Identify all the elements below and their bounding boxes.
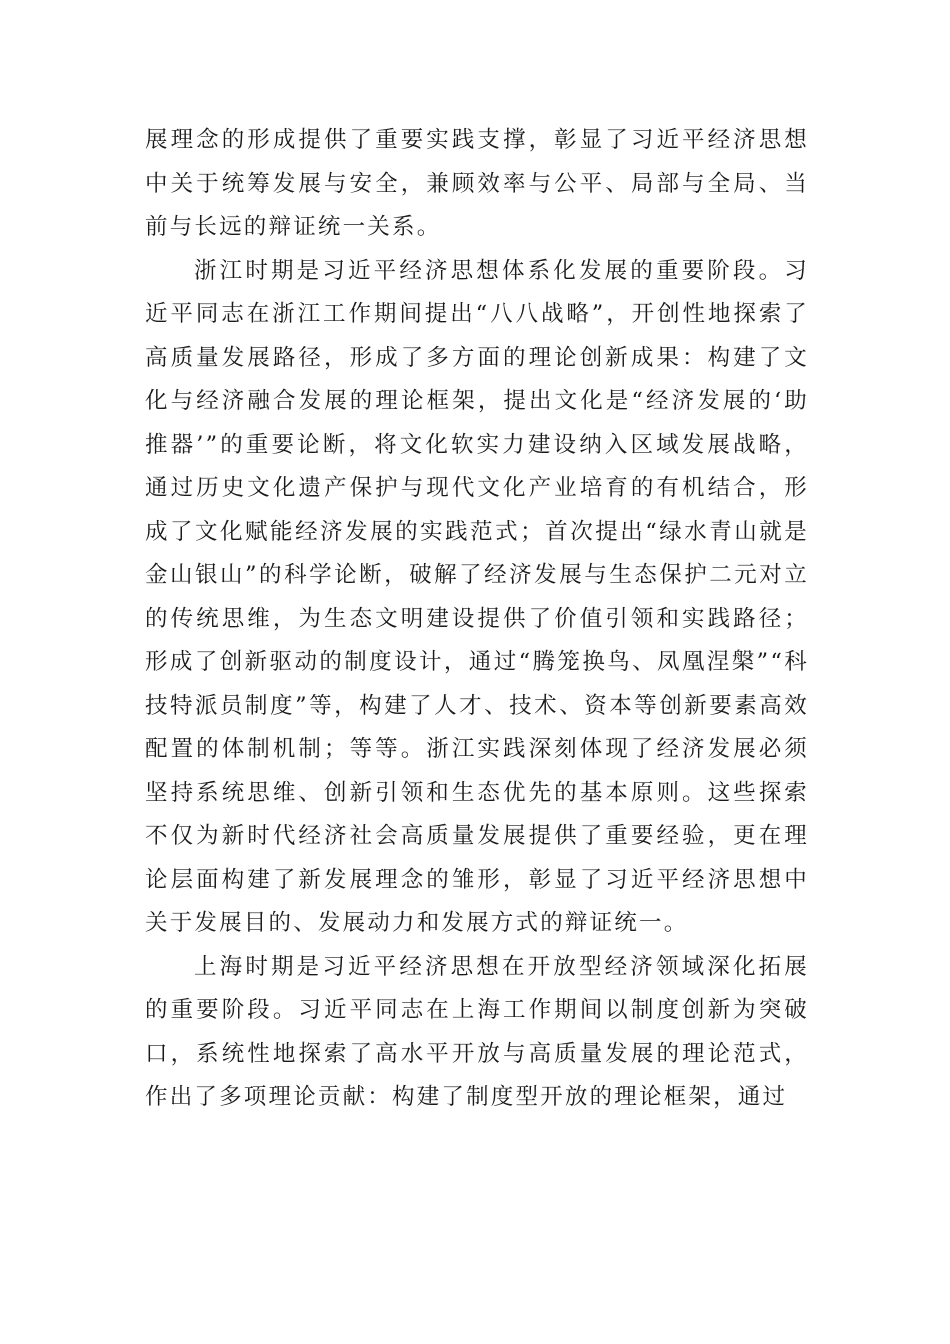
paragraph-shanghai: 上海时期是习近平经济思想在开放型经济领域深化拓展的重要阶段。习近平同志在上海工作期间以制度创新为突破口，系统性地探索了高水平开放与高质量发展的理论范式，作出了多项理论贡献：构建了制度型开放的理论框架，通过 xyxy=(145,953,809,1110)
paragraph-zhejiang: 浙江时期是习近平经济思想体系化发展的重要阶段。习近平同志在浙江工作期间提出“八八战略”，开创性地探索了高质量发展路径，形成了多方面的理论创新成果：构建了文化与经济融合发展的理论框架，提出文化是“经济发展的‘助推器’”的重要论断，将文化软实力建设纳入区域发展战略，通过历史文化遗产保护与现代文化产业培育的有机结合，形成了文化赋能经济发展的实践范式；首次提出“绿水青山就是金山银山”的科学论断，破解了经济发展与生态保护二元对立的传统思维，为生态文明建设提供了价值引领和实践路径；形成了创新驱动的制度设计，通过“腾笼换鸟、凤凰涅槃”“科技特派员制度”等，构建了人才、技术、资本等创新要素高效配置的体制机制；等等。浙江实践深刻体现了经济发展必须坚持系统思维、创新引领和生态优先的基本原则。这些探索不仅为新时代经济社会高质量发展提供了重要经验，更在理论层面构建了新发展理念的雏形，彰显了习近平经济思想中关于发展目的、发展动力和发展方式的辩证统一。 xyxy=(145,257,809,936)
paragraph-continuation: 展理念的形成提供了重要实践支撑，彰显了习近平经济思想中关于统筹发展与安全，兼顾效率与公平、局部与全局、当前与长远的辩证统一关系。 xyxy=(145,127,809,240)
body-text xyxy=(145,119,809,1120)
